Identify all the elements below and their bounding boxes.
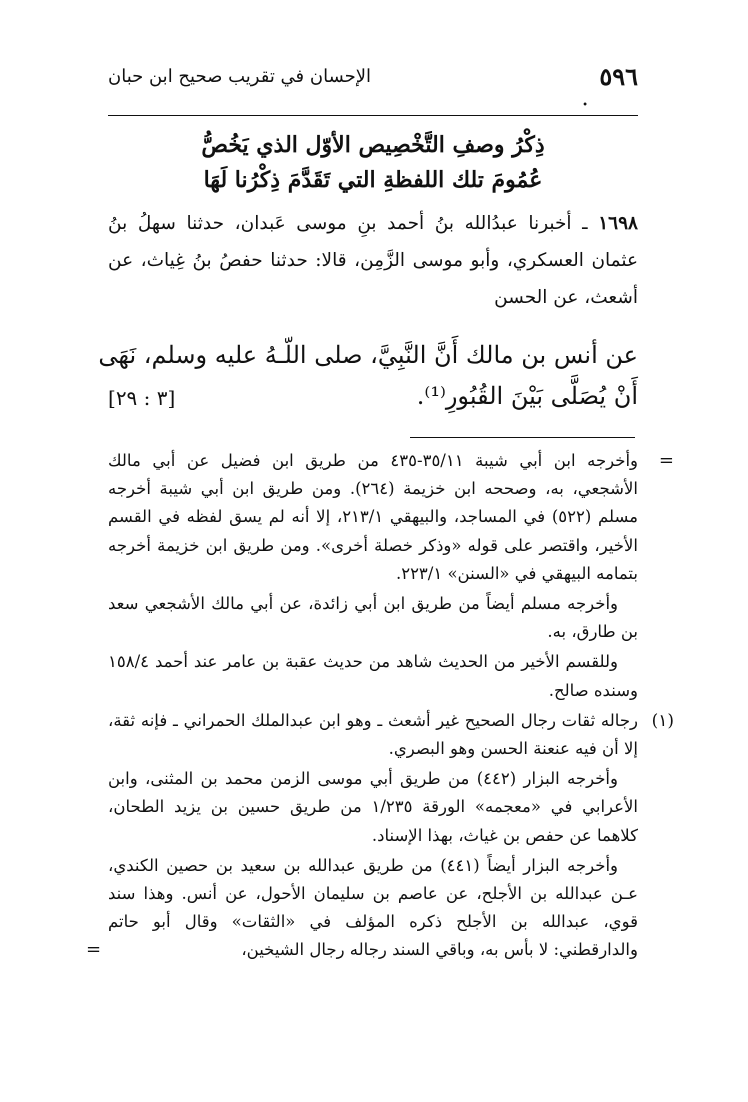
note-paragraph: وللقسم الأخير من الحديث شاهد من حديث عقبة بن عامر عند أحمد ١٥٨/٤ وسنده صالح. [108,652,638,700]
note-paragraph: رجاله ثقات رجال الصحيح غير أشعث ـ وهو ابن عبدالملك الحمراني ـ فإنه ثقة، إلا أن فيه عنعنة الحسن وهو البصري. [108,710,638,759]
page-number: ٥٩٦ [599,62,638,91]
footnotes [86,447,674,967]
hadith-isnad: أخبرنا عبدُالله بنُ أحمد بنِ موسى عَبدان، حدثنا سهلُ بنُ عثمان العسكري، وأبو موسى الزَّمِن، قالا: حدثنا حفصُ بنُ غِياث، عن أشعث، عن الحسن [108,213,638,308]
note-paragraph: وأخرجه مسلم أيضاً من طريق ابن أبي زائدة، عن أبي مالك الأشجعي سعد بن طارق، به. [108,594,638,642]
footnote-separator [410,437,635,438]
matn-line-1: عن أنس بن مالك أَنَّ النَّبِيَّ، صلى اللّـهُ عليه وسلم، نَهَى [98,341,638,369]
isnad-dash: ـ [571,213,588,234]
note-paragraph-text: وأخرجه البزار أيضاً (٤٤١) من طريق عبدالله بن سعيد بن حصين الكندي، عـن عبدالله بن الأجلح، عن عاصم بن سليمان الأحول، عن أنس. وهذا سند قوي، عبدالله بن الأجلح ذكره المؤلف في «الثقات» وقال أبو حاتم والدارقطني: لا بأس به، وباقي السند رجاله رجال الشيخين، [108,855,638,960]
footnote-1 [86,707,674,965]
continued-note [108,447,674,705]
hadith-isnad-block [108,205,638,316]
hadith-matn [98,335,638,417]
chapter-heading-line-1: ذِكْرُ وصفِ التَّخْصِيص الأوّل الذي يَخُصُّ [201,132,545,158]
chapter-heading-line-2: عُمُومَ تلك اللفظةِ التي تَقَدَّمَ ذِكْرُنا لَهَا [203,167,543,193]
chapter-heading [108,128,638,198]
header-rule [108,115,638,116]
book-title: الإحسان في تقريب صحيح ابن حبان [108,66,372,87]
continuation-mark: = [658,450,674,471]
hadith-reference: [٣ : ٢٩] [108,386,176,410]
footnote-1-marker: (١) [651,710,674,731]
matn-line-2: أَنْ يُصَلَّى بَيْنَ القُبُورِ⁽¹⁾. [416,382,638,410]
header-dot: • [582,100,588,111]
hadith-number: ١٦٩٨ [598,213,638,234]
running-header [108,62,638,96]
note-paragraph: وأخرجه البزار (٤٤٢) من طريق أبي موسى الزمن محمد بن المثنى، وابن الأعرابي في «معجمه» الورقة ١/٢٣٥ من طريق حسين بن يزيد الطحان، كلاهما عن حفص بن غياث، بهذا الإسناد. [108,769,638,845]
note-paragraph [86,852,638,965]
continues-next-page-mark: = [86,939,102,961]
note-paragraph: وأخرجه ابن أبي شيبة ٣٥/١١-٤٣٥ من طريق ابن فضيل عن أبي مالك الأشجعي، به، وصححه ابن خزيمة (٢٦٤). ومن طريق ابن أبي شيبة أخرجه مسلم (٥٢٢) في المساجد، والبيهقي ٢١٣/١، إلا أنه لم يسق لفظه في القسم الأخير، واقتصر على قوله «وذكر خصلة أخرى». ومن طريق ابن خزيمة أخرجه بتمامه البيهقي في «السنن» ٢٢٣/١. [108,451,638,583]
